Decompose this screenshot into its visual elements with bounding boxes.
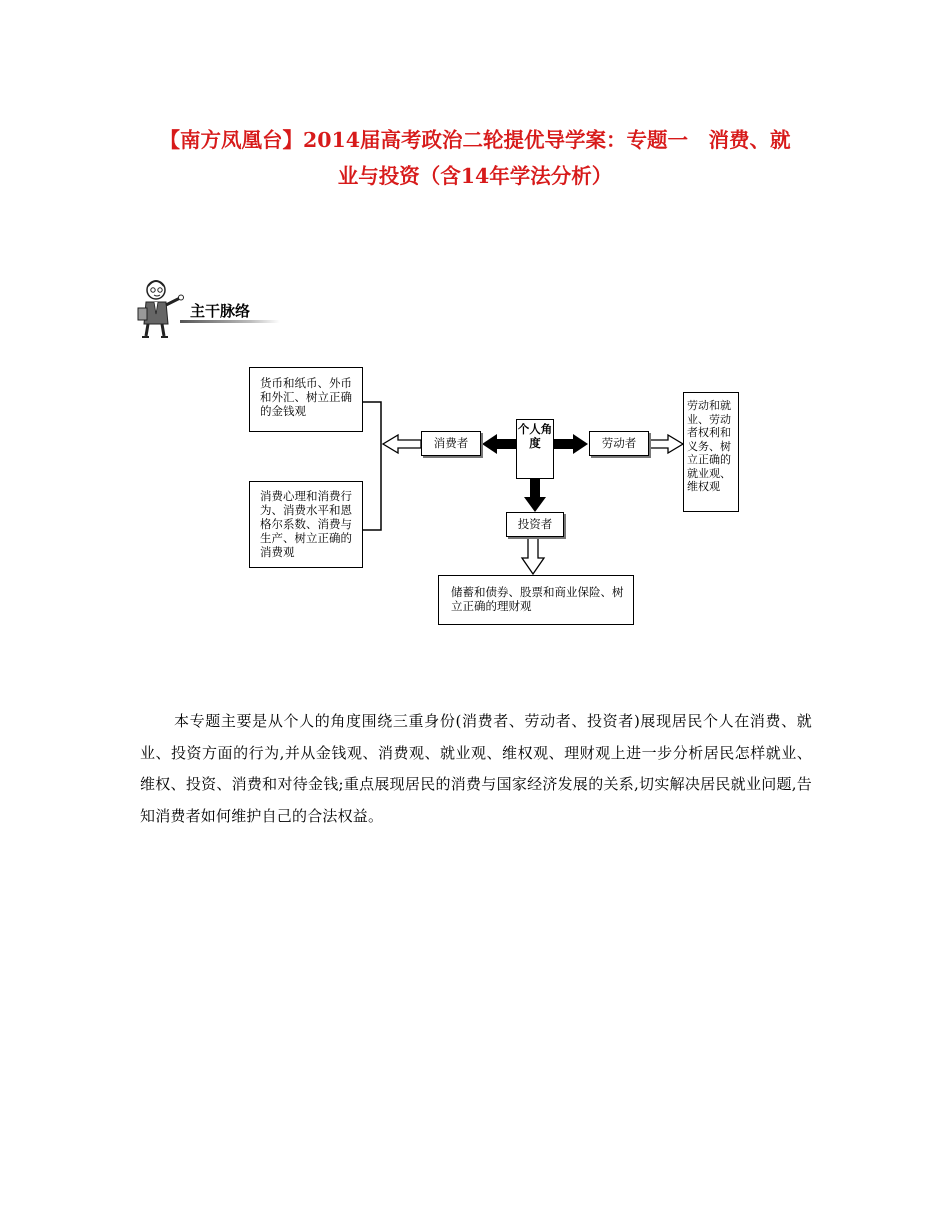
investor-label: 投资者	[517, 517, 553, 531]
labor-box-text: 劳动和就业、劳动者权利和义务、树立正确的就业观、维权观	[687, 399, 731, 493]
solid-arrow-to-consumer	[482, 434, 516, 454]
body-paragraph: 本专题主要是从个人的角度围绕三重身份(消费者、劳动者、投资者)展现居民个人在消费、就业、投资方面的行为,并从金钱观、消费观、就业观、维权观、理财观上进一步分析居民怎样就业、维权、投资、消费和对待金钱;重点展现居民的消费与国家经济发展的关系,切实解决居民就业问题,告知消费者如何维护自己的合法权益。	[140, 712, 812, 825]
consumer-box	[421, 431, 481, 456]
title-line-2: 业与投资（含14年学法分析）	[337, 164, 613, 188]
money-box	[249, 367, 363, 432]
document-title	[100, 122, 850, 194]
finance-box-text: 储蓄和债券、股票和商业保险、树立正确的理财观	[451, 585, 624, 613]
consumption-box	[249, 481, 363, 568]
hollow-arrow-left	[383, 435, 421, 453]
money-box-text: 货币和纸币、外币和外汇、树立正确的金钱观	[260, 376, 352, 418]
section-heading: 主干脉络	[190, 302, 251, 320]
left-bracket-line	[362, 402, 381, 530]
consumption-box-text: 消费心理和消费行为、消费水平和恩格尔系数、消费与生产、树立正确的消费观	[260, 489, 352, 559]
hollow-arrow-down	[522, 537, 544, 574]
center-perspective-box	[516, 419, 554, 479]
labor-box	[683, 392, 739, 512]
worker-box	[589, 431, 649, 456]
hollow-arrow-right	[650, 435, 683, 453]
solid-arrow-to-worker	[554, 434, 588, 454]
section-underline	[180, 320, 280, 323]
investor-box	[506, 512, 564, 537]
center-label: 个人角度	[517, 422, 553, 450]
solid-arrow-to-investor	[524, 479, 546, 512]
consumer-label: 消费者	[433, 436, 469, 450]
title-line-1: 【南方凤凰台】2014届高考政治二轮提优导学案：专题一 消费、就	[159, 128, 791, 152]
worker-label: 劳动者	[601, 436, 637, 450]
finance-box	[438, 575, 634, 625]
